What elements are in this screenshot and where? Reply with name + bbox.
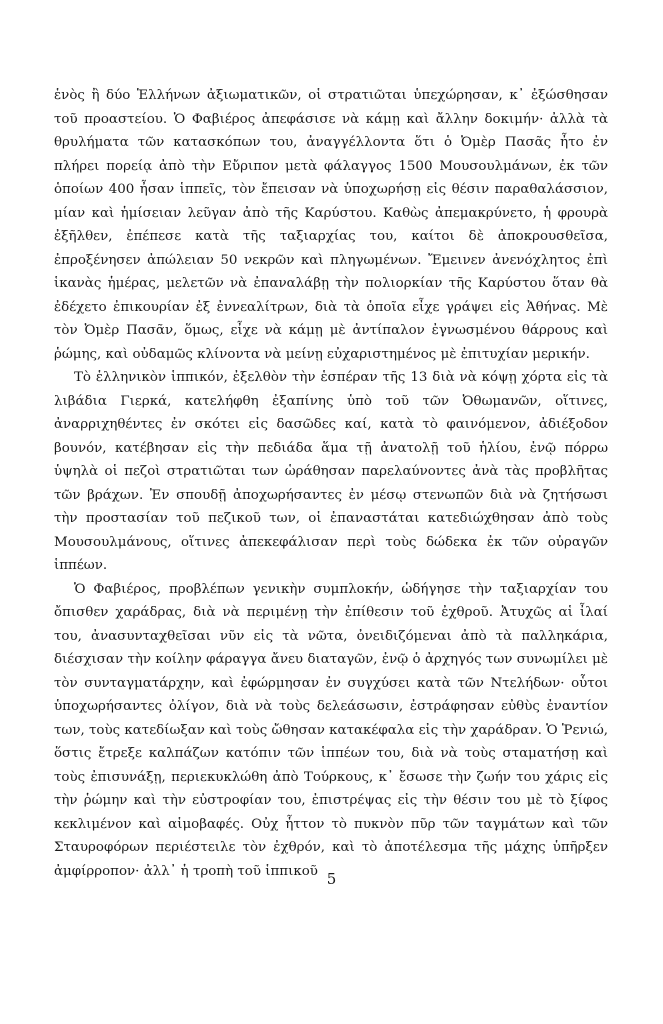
page-number: 5 xyxy=(326,870,337,888)
paragraph-1: ἑνὸς ἢ δύο Ἑλλήνων ἀξιωματικῶν, οἱ στρατιῶται ὑπεχώρησαν, κ᾽ ἐξώσθησαν τοῦ προαστείου. Ὁ Φαβιέρος ἀπεφάσισε νὰ κάμῃ καὶ ἄλλην δοκιμήν· ἀλλὰ τὰ θρυλήματα τῶν κατασκόπων του, ἀναγγέλλοντα ὅτι ὁ Ὀμὲρ Πασᾶς ἦτο ἐν πλήρει πορείᾳ ἀπὸ τὴν Εὔριπον μετὰ φάλαγγος 1500 Μουσουλμάνων, ἐκ τῶν ὁποίων 400 ἦσαν ἱππεῖς, τὸν ἔπεισαν νὰ ὑποχωρήσῃ εἰς θέσιν παραθαλάσσιον, μίαν καὶ ἡμίσειαν λεῦγαν ἀπὸ τῆς Καρύστου. Καθὼς ἀπεμακρύνετο, ἡ φρουρὰ ἐξῆλθεν, ἐπέπεσε κατὰ τῆς ταξιαρχίας του, καίτοι δὲ ἀποκρουσθεῖσα, ἐπροξένησεν ἀπώλειαν 50 νεκρῶν καὶ πληγωμένων. Ἔμεινεν ἀνενόχλητος ἐπὶ ἱκανὰς ἡμέρας, μελετῶν νὰ ἐπαναλάβῃ τὴν πολιορκίαν τῆς Καρύστου ὅταν θὰ ἐδέχετο ἐπικουρίαν ἐξ ἐννεαλίτρων, διὰ τὰ ὁποῖα εἶχε γράψει εἰς Ἀθήνας. Μὲ τὸν Ὀμὲρ Πασᾶν, ὅμως, εἶχε νὰ κάμῃ μὲ ἀντίπαλον ἐγνωσμένου θάρρους καὶ ῥώμης, καὶ οὐδαμῶς κλίνοντα νὰ μείνῃ εὐχαριστημένος μὲ ἐπιτυχίαν μερικήν. xyxy=(54,88,608,362)
book-page-body xyxy=(54,84,608,883)
paragraph-2: Τὸ ἑλληνικὸν ἱππικόν, ἐξελθὸν τὴν ἑσπέραν τῆς 13 διὰ νὰ κόψῃ χόρτα εἰς τὰ λιβάδια Γιερκά, κατελήφθη ἐξαπίνης ὑπὸ τοῦ τῶν Ὀθωμανῶν, οἵτινες, ἀναρριχηθέντες ἐν σκότει εἰς δασῶδες καί, κατὰ τὸ φαινόμενον, ἀδιέξοδον βουνόν, κατέβησαν εἰς τὴν πεδιάδα ἅμα τῇ ἀνατολῇ τοῦ ἡλίου, ἐνῷ πόρρω ὑψηλὰ οἱ πεζοὶ στρατιῶται των ὡράθησαν παρελαύνοντες ἀνὰ τὰς προβλῆτας τῶν βράχων. Ἐν σπουδῇ ἀποχωρήσαντες ἐν μέσῳ στενωπῶν διὰ νὰ ζητήσωσι τὴν προστασίαν τοῦ πεζικοῦ των, οἱ ἐπαναστάται κατεδιώχθησαν ἀπὸ τοὺς Μουσουλμάνους, οἵτινες ἀπεκεφάλισαν περὶ τοὺς δώδεκα ἐκ τῶν οὐραγῶν ἱππέων. xyxy=(54,370,608,573)
paragraph-3: Ὁ Φαβιέρος, προβλέπων γενικὴν συμπλοκήν, ὡδήγησε τὴν ταξιαρχίαν του ὄπισθεν χαράδρας, διὰ νὰ περιμένῃ τὴν ἐπίθεσιν τοῦ ἐχθροῦ. Ἀτυχῶς αἱ ἶλαί του, ἀνασυνταχθεῖσαι νῦν εἰς τὰ νῶτα, ὀνειδιζόμεναι ἀπὸ τὰ παλληκάρια, διέσχισαν τὴν κοίλην φάραγγα ἄνευ διαταγῶν, ἐνῷ ὁ ἀρχηγός των συνωμίλει μὲ τὸν συνταγματάρχην, καὶ ἐφώρμησαν ἐν συγχύσει κατὰ τῶν Ντελήδων· οὗτοι ὑποχωρήσαντες ὀλίγον, διὰ νὰ τοὺς δελεάσωσιν, ἐστράφησαν εὐθὺς ἐναντίον των, τοὺς κατεδίωξαν καὶ τοὺς ὤθησαν κατακέφαλα εἰς τὴν χαράδραν. Ὁ Ῥενιώ, ὅστις ἔτρεξε καλπάζων κατόπιν τῶν ἱππέων του, διὰ νὰ τοὺς σταματήσῃ καὶ τοὺς ἐπισυνάξῃ, περιεκυκλώθη ἀπὸ Τούρκους, κ᾽ ἔσωσε τὴν ζωήν του χάρις εἰς τὴν ῥώμην καὶ τὴν εὐστροφίαν του, ἐπιστρέψας εἰς τὴν θέσιν του μὲ τὸ ξίφος κεκλιμένον καὶ αἱμοβαφές. Οὐχ ἧττον τὸ πυκνὸν πῦρ τῶν ταγμάτων καὶ τῶν Σταυροφόρων περιέστειλε τὸν ἐχθρόν, καὶ τὸ ἀποτέλεσμα τῆς μάχης ὑπῆρξεν ἀμφίρροπον· ἀλλ᾽ ἡ τροπὴ τοῦ ἱππικοῦ xyxy=(54,581,608,879)
